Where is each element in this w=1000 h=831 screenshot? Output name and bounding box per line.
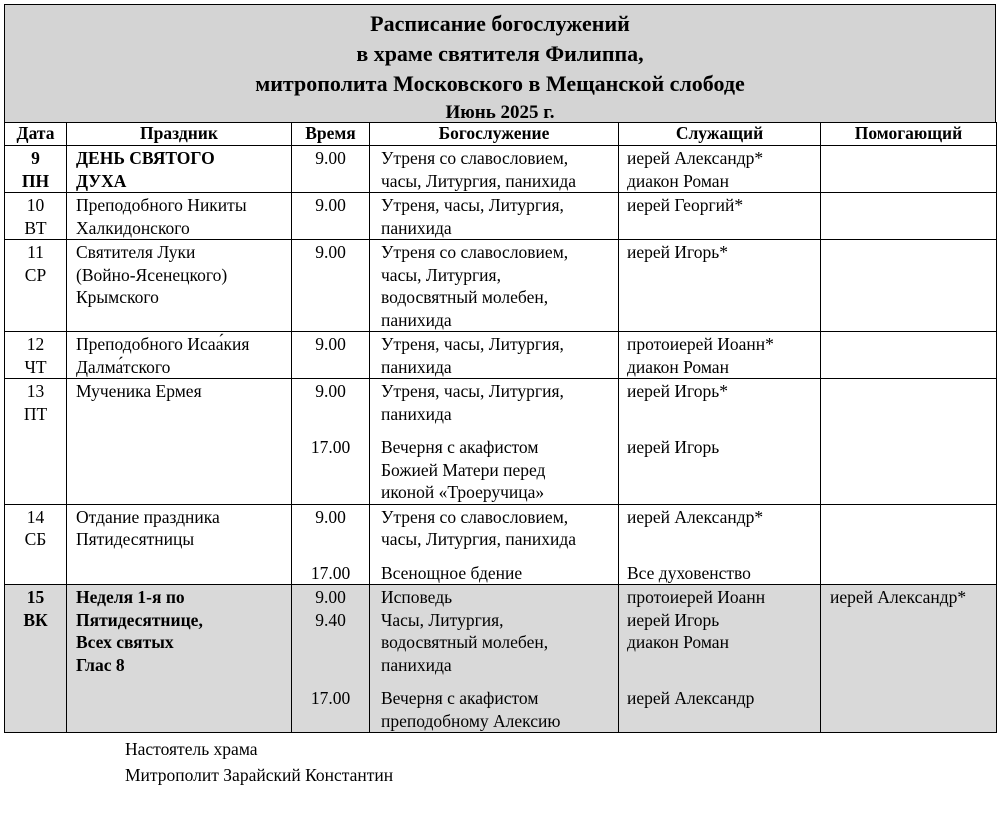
date-cell (5, 240, 67, 332)
service-time: 17.00 (310, 562, 351, 583)
blank-line (830, 403, 996, 426)
service-cell (370, 379, 619, 505)
servant-line: иерей Игорь* (627, 242, 729, 262)
service-line: Вечерня с акафистом (381, 437, 539, 457)
feast-line: Всех святых (76, 632, 174, 652)
entry-gap (381, 676, 618, 687)
servant-line: диакон Роман (627, 632, 729, 652)
feast-line: ДЕНЬ СВЯТОГО (76, 148, 215, 168)
blank-line (627, 403, 820, 426)
weekday: ПТ (23, 403, 48, 424)
feast-line: Халкидонского (76, 217, 190, 238)
table-row (5, 193, 997, 240)
servant-cell (619, 193, 821, 240)
feast-line: Мученика Ермея (76, 381, 202, 401)
service-line: панихида (381, 403, 452, 424)
feast-cell (67, 146, 292, 193)
date-cell (5, 332, 67, 379)
helper-cell (821, 379, 997, 505)
blank-line (830, 631, 996, 654)
rector-title: Настоятель храма (125, 739, 258, 759)
date-cell (5, 585, 67, 733)
blank-line (292, 631, 369, 654)
service-time: 17.00 (310, 688, 351, 708)
feast-line: Отдание праздника (76, 506, 220, 527)
feast-line: Святителя Луки (76, 242, 196, 262)
service-line: часы, Литургия, панихида (381, 529, 576, 549)
time-cell (292, 332, 370, 379)
time-cell (292, 379, 370, 505)
date-cell (5, 379, 67, 505)
service-cell (370, 240, 619, 332)
feast-line: Пятидесятнице, (76, 609, 203, 630)
col-header-feast: Праздник (67, 123, 292, 146)
table-row (5, 504, 997, 585)
day-number: 14 (26, 506, 45, 527)
servant-cell (619, 240, 821, 332)
servant-line: иерей Александр* (627, 506, 764, 527)
service-line: Часы, Литургия, (381, 609, 504, 630)
service-time: 17.00 (310, 437, 351, 457)
service-cell (370, 146, 619, 193)
rector-name: Митрополит Зарайский Константин (125, 765, 394, 785)
service-line: Утреня со славословием, (381, 148, 569, 168)
time-cell (292, 146, 370, 193)
servant-cell (619, 146, 821, 193)
entry-gap (627, 425, 820, 436)
servant-line: иерей Игорь (627, 609, 720, 630)
feast-cell (67, 240, 292, 332)
weekday: ВК (23, 609, 48, 630)
feast-line: (Войно-Ясенецкого) (76, 264, 228, 285)
servant-cell (619, 379, 821, 505)
servant-line: протоиерей Иоанн* (627, 334, 774, 354)
date-cell (5, 193, 67, 240)
col-header-service: Богослужение (370, 123, 619, 146)
day-number: 10 (26, 195, 45, 215)
service-cell (370, 504, 619, 585)
helper-cell (821, 585, 997, 733)
service-line: Исповедь (381, 587, 453, 607)
service-line: панихида (381, 356, 452, 377)
blank-line (627, 528, 820, 551)
schedule-sheet (4, 4, 996, 733)
servant-cell (619, 585, 821, 733)
blank-line (292, 528, 369, 551)
service-line: Утреня, часы, Литургия, (381, 381, 564, 401)
entry-gap (292, 551, 369, 562)
day-number: 15 (26, 587, 45, 607)
servant-line: иерей Александр (627, 688, 755, 708)
service-line: часы, Литургия, панихида (381, 170, 576, 191)
service-time: 9.00 (315, 148, 346, 168)
service-cell (370, 585, 619, 733)
helper-cell (821, 332, 997, 379)
time-cell (292, 504, 370, 585)
table-header-row (5, 123, 997, 146)
service-line: Утреня, часы, Литургия, (381, 195, 564, 215)
table-row (5, 332, 997, 379)
blank-line (830, 528, 996, 551)
helper-line: иерей Александр* (830, 587, 967, 607)
servant-line: протоиерей Иоанн (627, 587, 766, 607)
weekday: СР (24, 264, 47, 285)
entry-gap (381, 551, 618, 562)
service-time: 9.00 (315, 195, 346, 215)
schedule-table (4, 122, 997, 733)
servant-cell (619, 504, 821, 585)
entry-gap (830, 425, 996, 436)
date-cell (5, 504, 67, 585)
service-line: Всенощное бдение (381, 562, 523, 583)
service-line: Вечерня с акафистом (381, 688, 539, 708)
service-time: 9.00 (315, 242, 346, 262)
feast-cell (67, 332, 292, 379)
signature-block (125, 736, 393, 788)
table-row (5, 146, 997, 193)
time-cell (292, 193, 370, 240)
day-number: 9 (31, 148, 40, 168)
service-line: панихида (381, 654, 452, 675)
feast-line: Глас 8 (76, 654, 125, 675)
service-time: 9.00 (315, 506, 346, 527)
col-header-date: Дата (5, 123, 67, 146)
servant-line: иерей Игорь (627, 437, 720, 457)
feast-cell (67, 193, 292, 240)
servant-line: диакон Роман (627, 356, 729, 377)
feast-line: Крымского (76, 287, 159, 307)
title-line-2: в храме святителя Филиппа, (356, 41, 644, 66)
helper-cell (821, 193, 997, 240)
service-time: 9.40 (315, 609, 346, 630)
feast-line: Неделя 1-я по (76, 587, 185, 607)
servant-line: Все духовенство (627, 562, 751, 583)
entry-gap (627, 676, 820, 687)
entry-gap (292, 676, 369, 687)
service-line: панихида (381, 217, 452, 238)
helper-cell (821, 240, 997, 332)
weekday: ВТ (24, 217, 47, 238)
weekday: ЧТ (24, 356, 47, 377)
servant-line: иерей Георгий* (627, 195, 744, 215)
table-row (5, 379, 997, 505)
service-line: Утреня, часы, Литургия, (381, 334, 564, 354)
weekday: СБ (24, 529, 47, 549)
date-cell (5, 146, 67, 193)
servant-line: иерей Александр* (627, 148, 764, 168)
entry-gap (381, 425, 618, 436)
service-line: преподобному Алексию (381, 710, 561, 731)
col-header-helper: Помогающий (821, 123, 997, 146)
service-time: 9.00 (315, 334, 346, 354)
feast-line: ДУХА (76, 170, 127, 191)
blank-line (627, 654, 820, 677)
service-line: Божией Матери перед (381, 459, 546, 480)
col-header-servant: Служащий (619, 123, 821, 146)
month-label: Июнь 2025 г. (445, 102, 555, 123)
entry-gap (830, 676, 996, 687)
table-row (5, 240, 997, 332)
entry-gap (627, 551, 820, 562)
servant-cell (619, 332, 821, 379)
entry-gap (830, 551, 996, 562)
blank-line (292, 654, 369, 677)
table-row (5, 585, 997, 733)
title-line-1: Расписание богослужений (370, 11, 630, 36)
servant-line: диакон Роман (627, 170, 729, 191)
helper-cell (821, 504, 997, 585)
day-number: 11 (27, 242, 44, 262)
service-line: панихида (381, 309, 452, 330)
service-line: часы, Литургия, (381, 264, 501, 285)
blank-line (830, 654, 996, 677)
feast-line: Далма́тского (76, 356, 171, 377)
entry-gap (292, 425, 369, 436)
feast-cell (67, 504, 292, 585)
service-line: водосвятный молебен, (381, 287, 549, 307)
feast-cell (67, 379, 292, 505)
col-header-time: Время (292, 123, 370, 146)
service-line: Утреня со славословием, (381, 506, 569, 527)
schedule-header (4, 4, 996, 122)
time-cell (292, 585, 370, 733)
blank-line (830, 506, 996, 529)
blank-line (830, 609, 996, 632)
table-body (5, 146, 997, 733)
feast-line: Преподобного Никиты (76, 195, 247, 215)
day-number: 12 (26, 334, 45, 354)
weekday: ПН (21, 170, 50, 191)
servant-line: иерей Игорь* (627, 381, 729, 401)
blank-line (292, 403, 369, 426)
day-number: 13 (26, 381, 45, 401)
title-line-3: митрополита Московского в Мещанской слободе (255, 71, 745, 96)
feast-line: Преподобного Исаа́кия (76, 334, 250, 354)
service-time: 9.00 (315, 587, 346, 607)
blank-line (830, 380, 996, 403)
service-line: водосвятный молебен, (381, 632, 549, 652)
feast-cell (67, 585, 292, 733)
feast-line: Пятидесятницы (76, 529, 195, 549)
service-line: иконой «Троеручица» (381, 482, 545, 502)
service-cell (370, 332, 619, 379)
helper-cell (821, 146, 997, 193)
service-line: Утреня со славословием, (381, 242, 569, 262)
time-cell (292, 240, 370, 332)
service-cell (370, 193, 619, 240)
service-time: 9.00 (315, 381, 346, 401)
